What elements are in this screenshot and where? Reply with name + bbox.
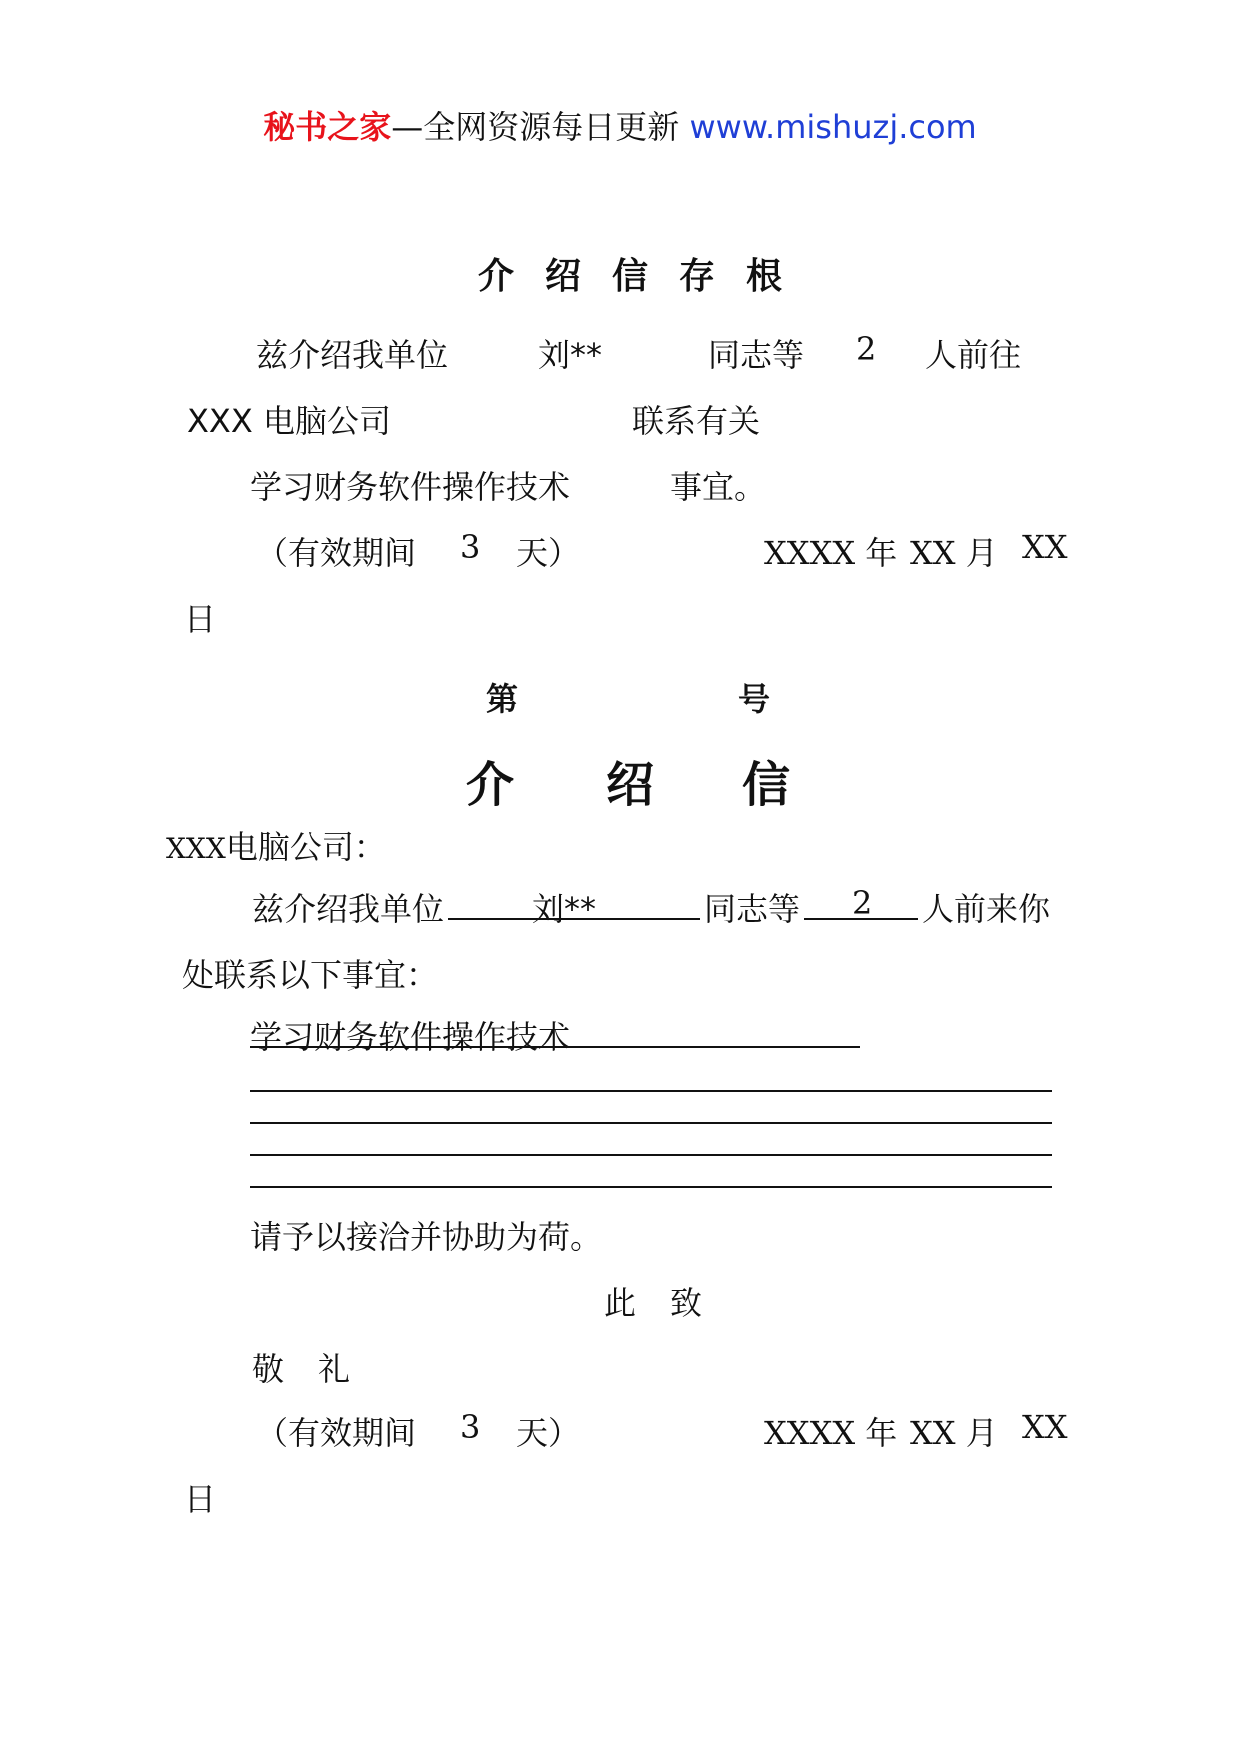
addressee-xxx: XXX <box>166 832 226 865</box>
letter-title-char: 绍 <box>606 757 655 813</box>
regards-char: 礼 <box>318 1350 351 1388</box>
letter-intro-text: 兹介绍我单位 <box>252 890 445 928</box>
stub-date-month: XX 月 <box>910 534 998 572</box>
letter-date-day: XX <box>1022 1408 1068 1446</box>
letter-addressee <box>166 822 386 868</box>
stub-person-count: 2 <box>856 330 877 368</box>
letter-comrade-text: 同志等 <box>704 890 801 928</box>
stub-validity-open: （有效期间 <box>256 534 417 572</box>
letter-validity-close: 天） <box>516 1414 581 1452</box>
letter-title-char: 介 <box>466 757 515 813</box>
letter-validity-days: 3 <box>460 1408 481 1446</box>
stub-comrade-text: 同志等 <box>708 336 805 374</box>
letter-date-year: XXXX 年 <box>764 1414 898 1452</box>
stub-title-char: 信 <box>612 256 649 297</box>
stub-validity-close: 天） <box>516 534 581 572</box>
stub-matter: 学习财务软件操作技术 <box>250 468 571 506</box>
blank-line <box>250 1122 1052 1124</box>
letter-request: 请予以接洽并协助为荷。 <box>250 1218 603 1256</box>
letter-number-suffix: 号 <box>738 680 771 718</box>
stub-company: XXX 电脑公司 <box>187 402 391 440</box>
stub-date-day: XX <box>1022 528 1068 566</box>
stub-title-char: 介 <box>478 256 515 297</box>
letter-date-day-unit: 日 <box>184 1480 217 1518</box>
slogan: —全网资源每日更新 <box>391 108 680 146</box>
letter-number-prefix: 第 <box>486 680 519 718</box>
stub-title-char: 根 <box>746 256 783 297</box>
letter-date-month: XX 月 <box>910 1414 998 1452</box>
stub-title-char: 绍 <box>545 256 582 297</box>
letter-title-char: 信 <box>742 757 791 813</box>
regards-char: 敬 <box>252 1350 285 1388</box>
letter-person-name: 刘** <box>532 890 597 928</box>
brand-name: 秘书之家 <box>263 108 392 146</box>
stub-title-char: 存 <box>679 256 716 297</box>
stub-person-name: 刘** <box>538 336 603 374</box>
blank-line <box>250 1186 1052 1188</box>
stub-validity-days: 3 <box>460 528 481 566</box>
addressee-company: 电脑公司： <box>225 828 386 866</box>
stub-date-year: XXXX 年 <box>764 534 898 572</box>
letter-come-text: 人前来你 <box>922 890 1051 928</box>
matter-underline <box>250 1046 860 1048</box>
blank-line <box>250 1154 1052 1156</box>
stub-go-text: 人前往 <box>925 336 1022 374</box>
stub-matter-end: 事宜。 <box>670 468 767 506</box>
stub-intro-text: 兹介绍我单位 <box>256 336 449 374</box>
header-banner <box>0 102 1240 148</box>
letter-person-count: 2 <box>852 884 873 922</box>
letter-contact-text: 处联系以下事宜： <box>182 956 439 994</box>
letter-matter: 学习财务软件操作技术 <box>250 1018 571 1056</box>
website-link[interactable]: www.mishuzj.com <box>689 108 977 146</box>
blank-line <box>250 1090 1052 1092</box>
letter-validity-open: （有效期间 <box>256 1414 417 1452</box>
stub-contact-text: 联系有关 <box>632 402 761 440</box>
stub-date-day-unit: 日 <box>184 600 217 638</box>
salutation-char: 此 <box>604 1284 637 1322</box>
salutation-char: 致 <box>670 1284 703 1322</box>
